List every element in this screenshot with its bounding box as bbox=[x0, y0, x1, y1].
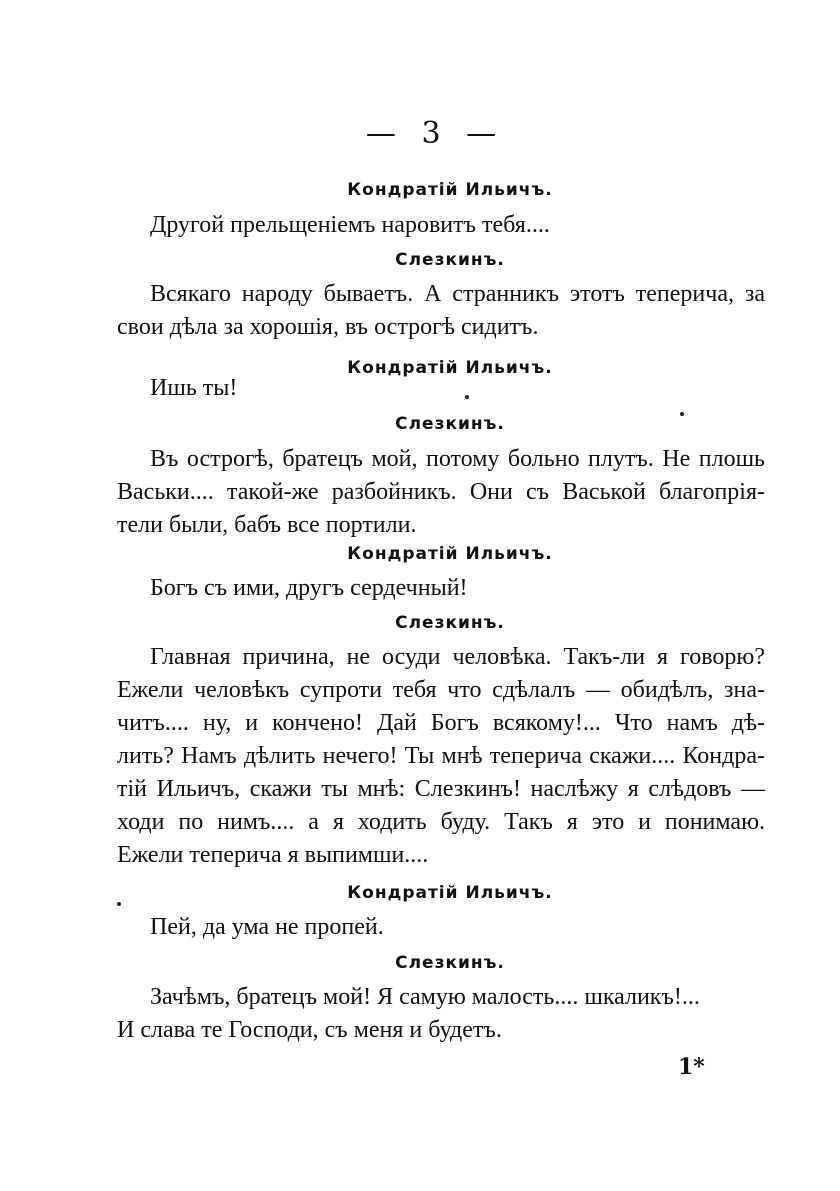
print-speck bbox=[680, 412, 684, 416]
text-line: лить? Намъ дѣлить нечего! Ты мнѣ теперича скажи.... Кондра- bbox=[117, 743, 765, 769]
text-line: Въ острогѣ, братецъ мой, потому больно плутъ. Не плошь bbox=[150, 446, 765, 472]
speaker-heading: Слезкинъ. bbox=[395, 250, 505, 270]
speaker-heading: Слезкинъ. bbox=[395, 953, 505, 973]
text-line: Ишь ты! bbox=[150, 375, 238, 401]
print-speck bbox=[117, 902, 121, 906]
text-line: читъ.... ну, и кончено! Дай Богъ всякому!... Что намъ дѣ- bbox=[117, 710, 765, 736]
text-line: Васьки.... такой-же разбойникъ. Они съ Васькой благопрія- bbox=[117, 479, 765, 505]
text-line: Другой прельщеніемъ наровитъ тебя.... bbox=[150, 212, 550, 238]
signature-mark: 1* bbox=[678, 1054, 705, 1080]
speaker-heading: Слезкинъ. bbox=[395, 414, 505, 434]
text-line: Пей, да ума не пропей. bbox=[150, 914, 384, 940]
text-line: ходи по нимъ.... а я ходить буду. Такъ я это и понимаю. bbox=[117, 809, 765, 835]
text-line: свои дѣла за хорошія, въ острогѣ сидитъ. bbox=[117, 314, 539, 340]
text-line: Главная причина, не осуди человѣка. Такъ-ли я говорю? bbox=[150, 644, 765, 670]
text-line: Ежели теперича я выпимши.... bbox=[117, 842, 429, 868]
text-line: И слава те Господи, съ меня и будетъ. bbox=[117, 1017, 502, 1043]
speaker-heading: Слезкинъ. bbox=[395, 613, 505, 633]
text-line: Ежели человѣкъ супроти тебя что сдѣлалъ — обидѣлъ, зна- bbox=[117, 677, 765, 703]
page-number: — 3 — bbox=[365, 116, 505, 151]
text-line: Зачѣмъ, братецъ мой! Я самую малость.... шкаликъ!... bbox=[150, 984, 700, 1010]
text-line: Богъ съ ими, другъ сердечный! bbox=[150, 575, 468, 601]
print-speck bbox=[465, 395, 469, 399]
text-line: Всякаго народу бываетъ. А странникъ этотъ теперича, за bbox=[150, 281, 765, 307]
text-line: тій Ильичъ, скажи ты мнѣ: Слезкинъ! наслѣжу я слѣдовъ — bbox=[117, 776, 765, 802]
speaker-heading: Кондратій Ильичъ. bbox=[347, 358, 553, 378]
text-line: тели были, бабъ все портили. bbox=[117, 512, 417, 538]
speaker-heading: Кондратій Ильичъ. bbox=[347, 180, 553, 200]
speaker-heading: Кондратій Ильичъ. bbox=[347, 883, 553, 903]
speaker-heading: Кондратій Ильичъ. bbox=[347, 544, 553, 564]
